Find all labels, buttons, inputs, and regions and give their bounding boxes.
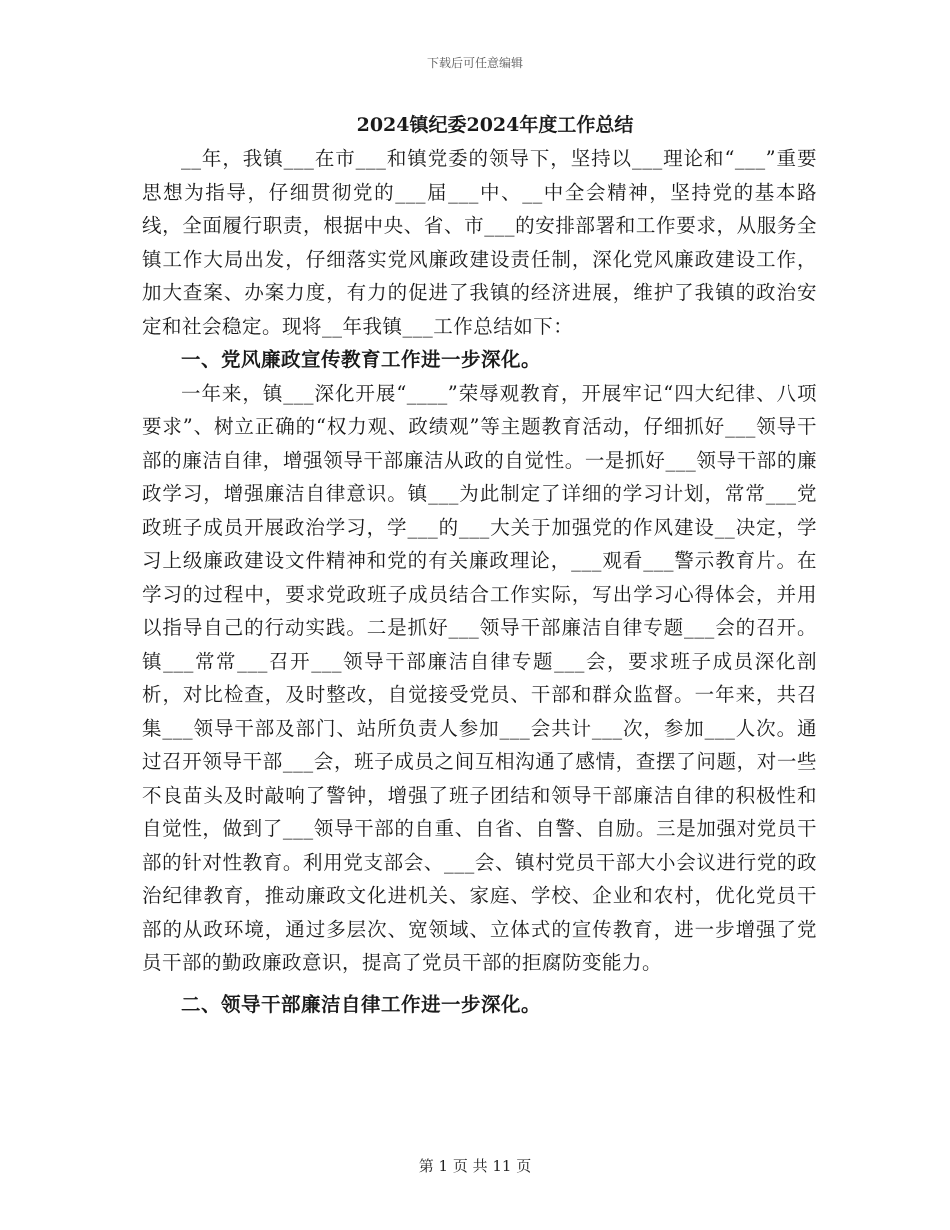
section-2-heading: 二、领导干部廉洁自律工作进一步深化。 bbox=[181, 992, 542, 1016]
document-title: 2024镇纪委2024年度工作总结 bbox=[356, 114, 634, 136]
section-1-heading: 一、党风廉政宣传教育工作进一步深化。 bbox=[181, 348, 542, 371]
page-header-note: 下载后可任意编辑 bbox=[426, 56, 523, 70]
document-body bbox=[142, 142, 817, 1021]
section-1-paragraph: 一年来，镇___深化开展“____”荣辱观教育，开展牢记“四大纪律、八项要求”、树立正确的“权力观、政绩观”等主题教育活动，仔细抓好___领导干部的廉洁自律，增强领导干部廉洁从政的自觉性。一是抓好___领导干部的廉政学习，增强廉洁自律意识。镇___为此制定了详细的学习计划，常常___党政班子成员开展政治学习，学___的___大关于加强党的作风建设__决定，学习上级廉政建设文件精神和党的有关廉政理论，___观看___警示教育片。在学习的过程中，要求党政班子成员结合工作实际，写出学习心得体会，并用以指导自己的行动实践。二是抓好___领导干部廉洁自律专题___会的召开。镇___常常___召开___领导干部廉洁自律专题___会，要求班子成员深化剖析，对比检查，及时整改，自觉接受党员、干部和群众监督。一年来，共召集___领导干部及部门、站所负责人参加___会共计___次，参加___人次。通过召开领导干部___会，班子成员之间互相沟通了感情，查摆了问题，对一些不良苗头及时敲响了警钟，增强了班子团结和领导干部廉洁自律的积极性和自觉性，做到了___领导干部的自重、自省、自警、自励。三是加强对党员干部的针对性教育。利用党支部会、___会、镇村党员干部大小会议进行党的政治纪律教育，推动廉政文化进机关、家庭、学校、企业和农村，优化党员干部的从政环境，通过多层次、宽领域、立体式的宣传教育，进一步增强了党员干部的勤政廉政意识，提高了党员干部的拒腐防变能力。 bbox=[142, 381, 817, 974]
page-number: 第 1 页 共 11 页 bbox=[418, 1157, 532, 1175]
intro-paragraph: __年，我镇___在市___和镇党委的领导下，坚持以___理论和“___”重要思想为指导，仔细贯彻党的___届___中、__中全会精神，坚持党的基本路线，全面履行职责，根据中央、省、市___的安排部署和工作要求，从服务全镇工作大局出发，仔细落实党风廉政建设责任制，深化党风廉政建设工作，加大查案、办案力度，有力的促进了我镇的经济进展，维护了我镇的政治安定和社会稳定。现将__年我镇___工作总结如下： bbox=[142, 147, 817, 338]
